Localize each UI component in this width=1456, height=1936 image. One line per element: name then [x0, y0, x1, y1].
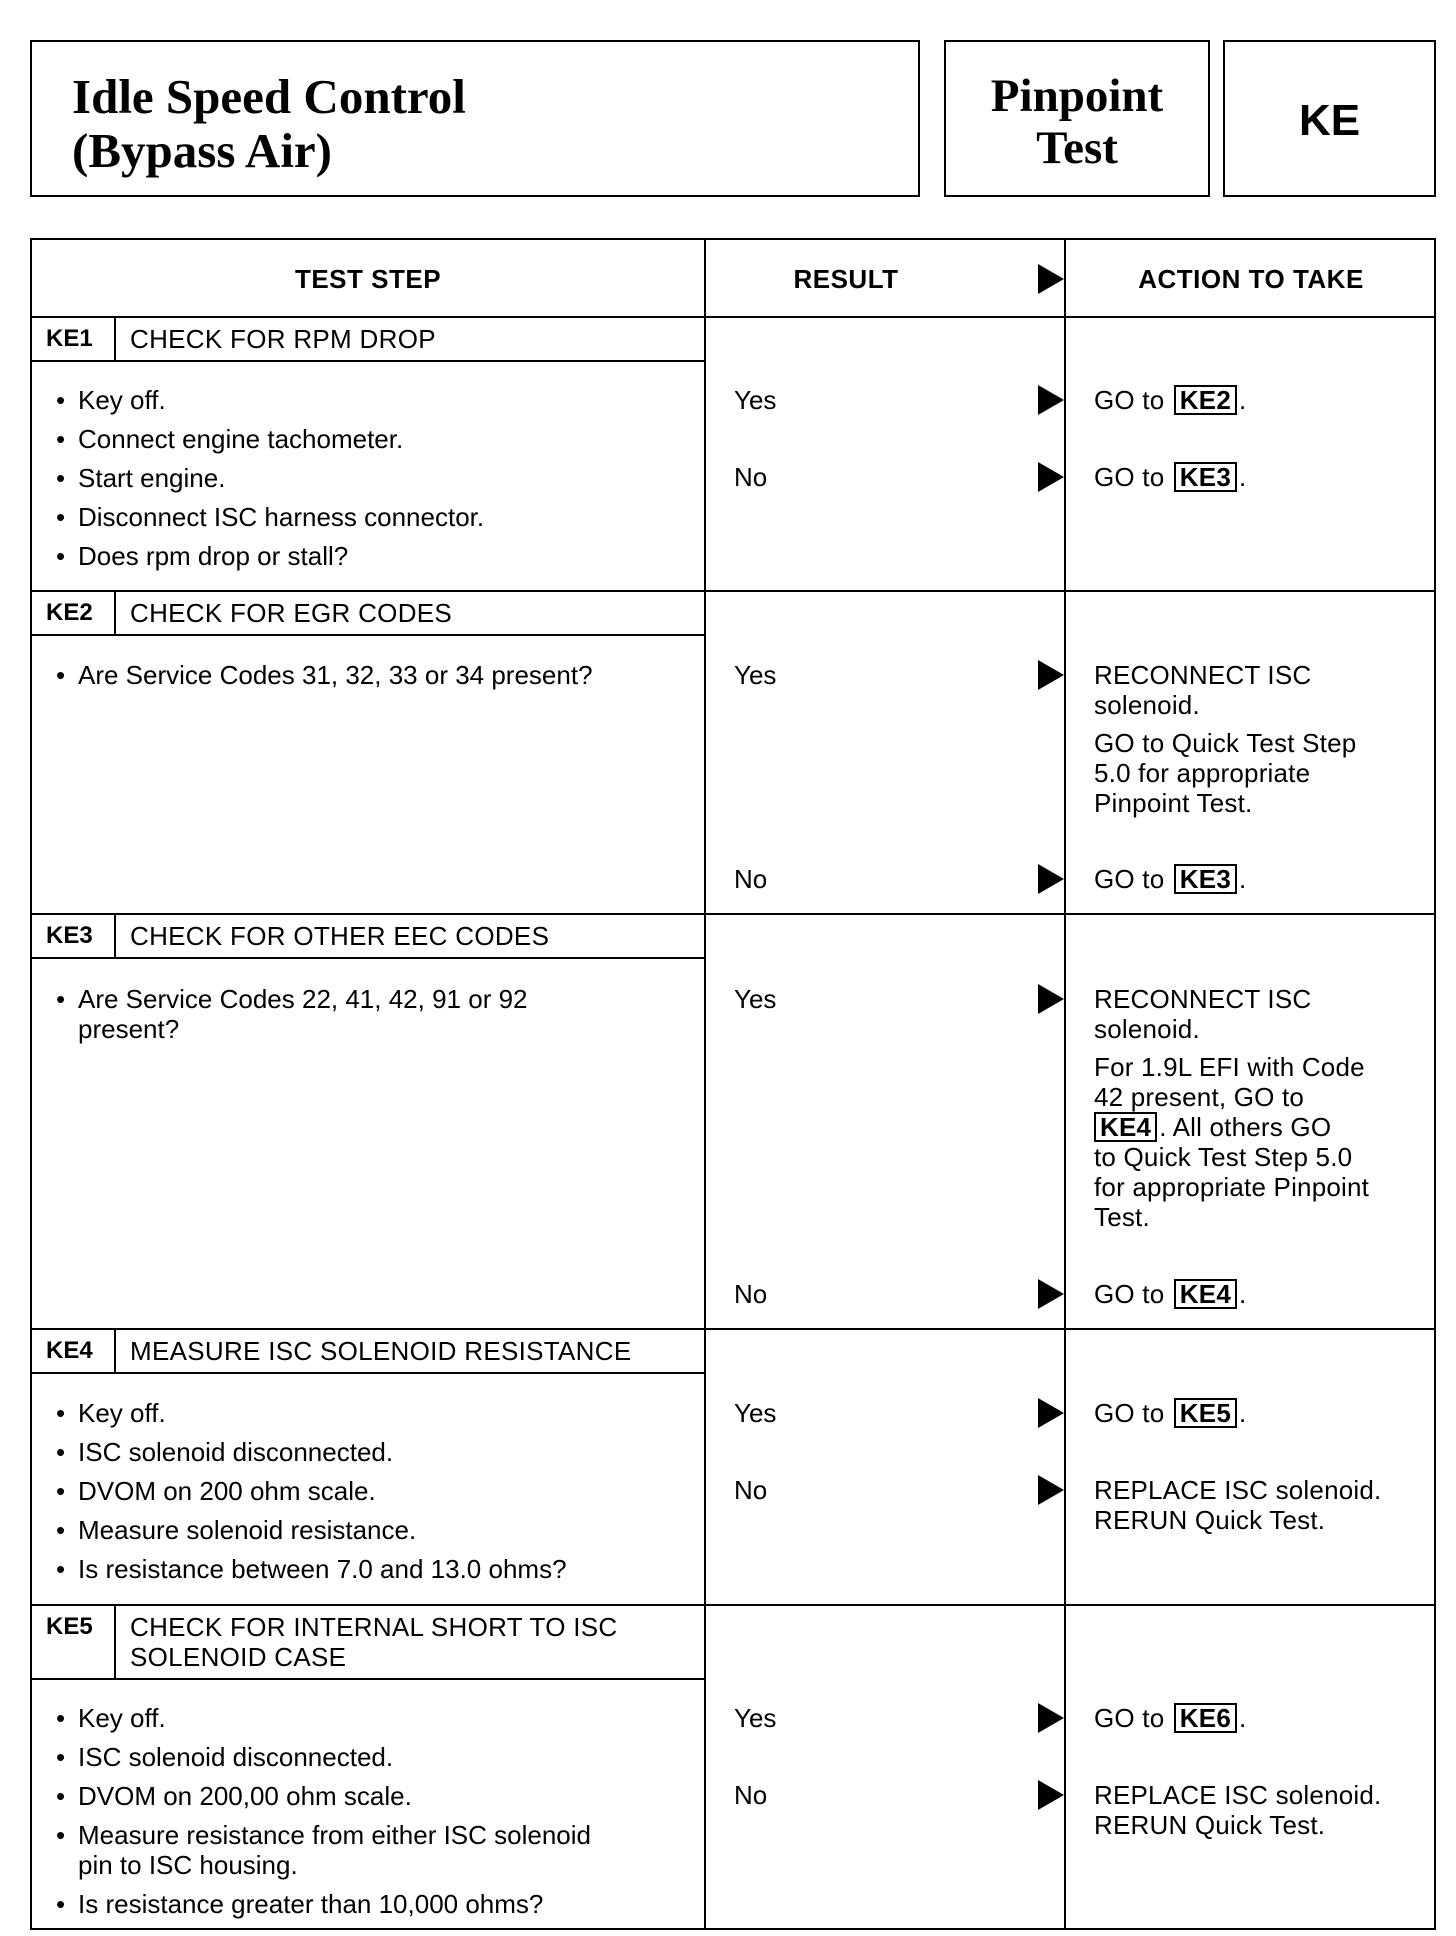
- step-id: KE2: [32, 592, 116, 634]
- result-yes: Yes: [734, 385, 777, 415]
- bullet: • Is resistance between 7.0 and 13.0 ohms?: [56, 1554, 567, 1584]
- result-yes: Yes: [734, 984, 777, 1014]
- arrow-icon: [1038, 984, 1064, 1014]
- page-title: [72, 70, 466, 178]
- step-id: KE4: [32, 1330, 116, 1372]
- action: GO to KE4 .: [1094, 1279, 1247, 1309]
- header-arrow-icon: [1038, 264, 1064, 294]
- step-ke5-header: [32, 1606, 706, 1680]
- action: GO to KE3 .: [1094, 864, 1247, 894]
- header-test-step: TEST STEP: [294, 264, 442, 294]
- result-yes: Yes: [734, 1703, 777, 1733]
- arrow-icon: [1038, 1780, 1064, 1810]
- result-yes: Yes: [734, 660, 777, 690]
- pinpoint-line-1: Pinpoint: [990, 70, 1164, 122]
- bullet: • Measure resistance from either ISC solenoid pin to ISC housing.: [56, 1820, 592, 1880]
- bullet: • Start engine.: [56, 463, 226, 493]
- step-ke2-header: [32, 592, 706, 636]
- step-title: MEASURE ISC SOLENOID RESISTANCE: [130, 1336, 632, 1366]
- step-reference[interactable]: KE5: [1174, 1398, 1237, 1428]
- bullet: • Disconnect ISC harness connector.: [56, 502, 485, 532]
- action: REPLACE ISC solenoid. RERUN Quick Test.: [1094, 1475, 1382, 1535]
- bullet: • ISC solenoid disconnected.: [56, 1742, 394, 1772]
- bullet: • Does rpm drop or stall?: [56, 541, 349, 571]
- title-line-2: (Bypass Air): [72, 123, 333, 178]
- arrow-icon: [1038, 1279, 1064, 1309]
- step-reference[interactable]: KE2: [1174, 385, 1237, 415]
- pinpoint-line-2: Test: [1036, 122, 1118, 174]
- bullet: • Are Service Codes 31, 32, 33 or 34 present?: [56, 660, 593, 690]
- arrow-icon: [1038, 864, 1064, 894]
- step-ke1-header: [32, 318, 706, 362]
- action: GO to KE2 .: [1094, 385, 1247, 415]
- bullet: • Connect engine tachometer.: [56, 424, 404, 454]
- step-ke3-header: [32, 915, 706, 959]
- bullet: • Are Service Codes 22, 41, 42, 91 or 92 present?: [56, 984, 528, 1044]
- bullet: • Key off.: [56, 1703, 166, 1733]
- step-title: CHECK FOR INTERNAL SHORT TO ISC SOLENOID CASE: [130, 1612, 618, 1672]
- arrow-icon: [1038, 1398, 1064, 1428]
- bullet: • Key off.: [56, 385, 166, 415]
- action: RECONNECT ISC solenoid. GO to Quick Test Step 5.0 for appropriate Pinpoint Test.: [1094, 660, 1357, 818]
- action: GO to KE6 .: [1094, 1703, 1247, 1733]
- bullet: • ISC solenoid disconnected.: [56, 1437, 394, 1467]
- step-reference[interactable]: KE4: [1174, 1279, 1237, 1309]
- step-reference[interactable]: KE6: [1174, 1703, 1237, 1733]
- result-no: No: [734, 1780, 768, 1810]
- title-line-1: Idle Speed Control: [72, 69, 466, 124]
- step-reference[interactable]: KE4: [1094, 1112, 1157, 1142]
- title-box: [30, 40, 920, 197]
- step-title: CHECK FOR OTHER EEC CODES: [130, 921, 550, 951]
- bullet: • Is resistance greater than 10,000 ohms?: [56, 1889, 544, 1919]
- result-no: No: [734, 1475, 768, 1505]
- action: REPLACE ISC solenoid. RERUN Quick Test.: [1094, 1780, 1382, 1840]
- result-no: No: [734, 1279, 768, 1309]
- result-no: No: [734, 462, 768, 492]
- bullet: • Key off.: [56, 1398, 166, 1428]
- column-divider-2: [1064, 240, 1066, 1928]
- bullet: • DVOM on 200 ohm scale.: [56, 1476, 376, 1506]
- action: GO to KE3 .: [1094, 462, 1247, 492]
- arrow-icon: [1038, 385, 1064, 415]
- step-title: CHECK FOR EGR CODES: [130, 598, 453, 628]
- result-no: No: [734, 864, 768, 894]
- arrow-icon: [1038, 1475, 1064, 1505]
- bullet: • DVOM on 200,00 ohm scale.: [56, 1781, 412, 1811]
- arrow-icon: [1038, 462, 1064, 492]
- step-id: KE1: [32, 318, 116, 360]
- test-code-box: [1223, 40, 1436, 197]
- step-reference[interactable]: KE3: [1174, 462, 1237, 492]
- step-title: CHECK FOR RPM DROP: [130, 324, 436, 354]
- action: RECONNECT ISC solenoid. For 1.9L EFI with Code 42 present, GO to KE4 . All others GO to Quick Test Step 5.0 for appropriate Pinpoint Test.: [1094, 984, 1370, 1232]
- test-code: KE: [1298, 96, 1361, 145]
- step-reference[interactable]: KE3: [1174, 864, 1237, 894]
- pinpoint-label: [946, 42, 1208, 174]
- action: GO to KE5 .: [1094, 1398, 1247, 1428]
- header-result: RESULT: [793, 264, 899, 294]
- step-ke4-header: [32, 1330, 706, 1374]
- arrow-icon: [1038, 1703, 1064, 1733]
- test-table: [30, 238, 1436, 1930]
- header-action: ACTION TO TAKE: [1138, 264, 1364, 294]
- step-id: KE3: [32, 915, 116, 957]
- pinpoint-test-box: [944, 40, 1210, 197]
- arrow-icon: [1038, 660, 1064, 690]
- step-id: KE5: [32, 1606, 116, 1678]
- bullet: • Measure solenoid resistance.: [56, 1515, 417, 1545]
- result-yes: Yes: [734, 1398, 777, 1428]
